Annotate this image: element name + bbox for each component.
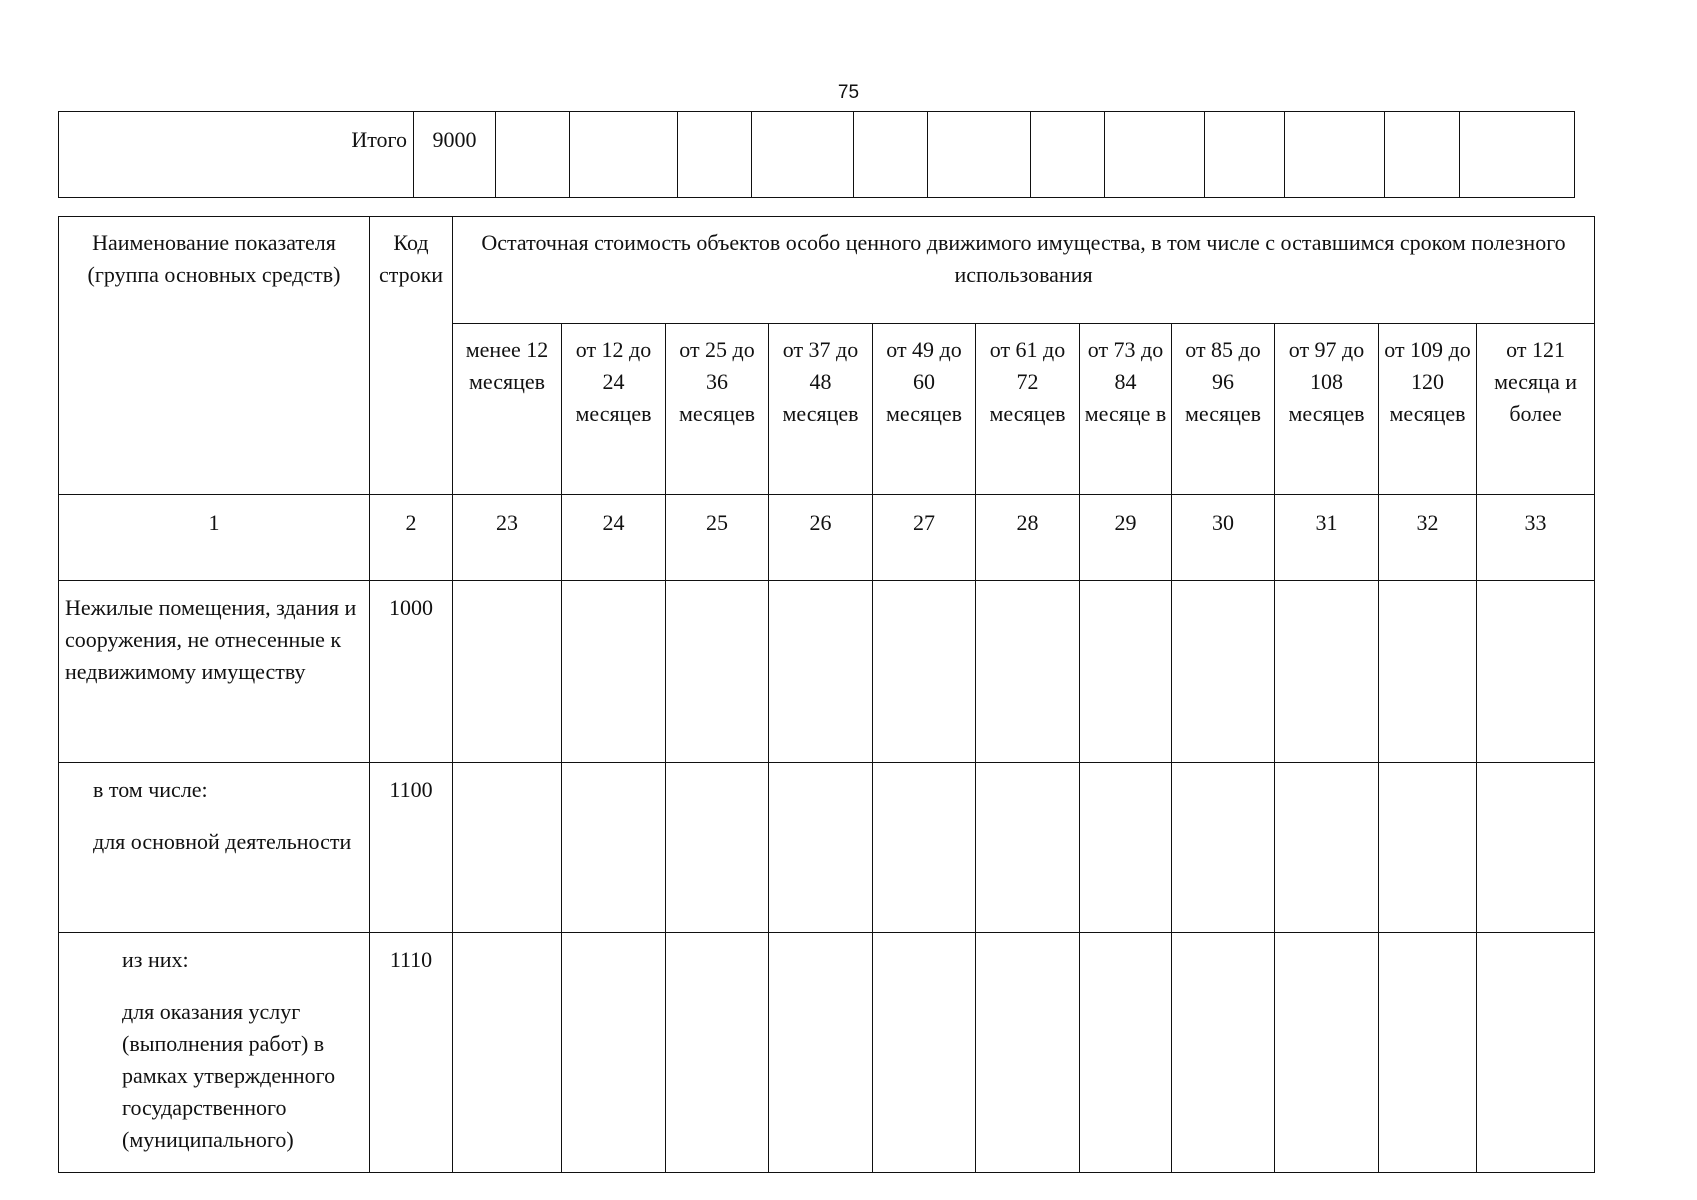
total-row [59, 112, 1575, 198]
total-table [58, 111, 1575, 198]
header-term-column: от 97 до 108 месяцев [1275, 324, 1379, 495]
value-cell [1080, 581, 1172, 763]
row-line-code: 1110 [370, 933, 453, 1173]
row-name-text: в том числе: [93, 777, 208, 802]
value-cell [873, 933, 976, 1173]
row-line-code: 1000 [370, 581, 453, 763]
value-cell [976, 933, 1080, 1173]
total-cell [1031, 112, 1105, 198]
value-cell [1080, 933, 1172, 1173]
value-cell [666, 933, 769, 1173]
header-residual-value-group: Остаточная стоимость объектов особо ценного движимого имущества, в том числе с оставшимся сроком полезного использования [453, 217, 1595, 324]
value-cell [873, 581, 976, 763]
value-cell [1477, 933, 1595, 1173]
total-cell [928, 112, 1031, 198]
row-indicator-name [59, 763, 370, 933]
column-number: 33 [1477, 495, 1595, 581]
header-row [59, 217, 1595, 324]
value-cell [976, 581, 1080, 763]
column-number: 1 [59, 495, 370, 581]
value-cell [769, 581, 873, 763]
value-cell [562, 581, 666, 763]
value-cell [1379, 763, 1477, 933]
value-cell [1275, 933, 1379, 1173]
total-label: Итого [59, 112, 414, 198]
column-number: 28 [976, 495, 1080, 581]
column-number-row [59, 495, 1595, 581]
column-number: 29 [1080, 495, 1172, 581]
column-number: 32 [1379, 495, 1477, 581]
header-term-column: от 121 месяца и более [1477, 324, 1595, 495]
value-cell [769, 933, 873, 1173]
table-row [59, 763, 1595, 933]
column-number: 25 [666, 495, 769, 581]
total-cell [752, 112, 854, 198]
header-term-column: от 49 до 60 месяцев [873, 324, 976, 495]
row-line-code: 1100 [370, 763, 453, 933]
header-term-column: от 109 до 120 месяцев [1379, 324, 1477, 495]
column-number: 27 [873, 495, 976, 581]
value-cell [976, 763, 1080, 933]
column-number: 31 [1275, 495, 1379, 581]
total-cell [496, 112, 570, 198]
value-cell [1172, 933, 1275, 1173]
header-term-column: от 85 до 96 месяцев [1172, 324, 1275, 495]
column-number: 26 [769, 495, 873, 581]
value-cell [1172, 581, 1275, 763]
value-cell [769, 763, 873, 933]
row-indicator-name [59, 581, 370, 763]
value-cell [1275, 763, 1379, 933]
value-cell [453, 763, 562, 933]
total-cell [854, 112, 928, 198]
row-indicator-name [59, 933, 370, 1173]
value-cell [1080, 763, 1172, 933]
total-cell [1285, 112, 1385, 198]
value-cell [1275, 581, 1379, 763]
row-name-text: из них: [122, 947, 189, 972]
value-cell [1477, 581, 1595, 763]
header-indicator-name: Наименование показателя (группа основных средств) [59, 217, 370, 495]
total-cell [1385, 112, 1460, 198]
total-cell [678, 112, 752, 198]
header-term-column: от 37 до 48 месяцев [769, 324, 873, 495]
total-cell [1105, 112, 1205, 198]
page-number: 75 [837, 82, 860, 103]
header-term-column: менее 12 месяцев [453, 324, 562, 495]
column-number: 30 [1172, 495, 1275, 581]
table-row [59, 933, 1595, 1173]
header-term-column: от 12 до 24 месяцев [562, 324, 666, 495]
value-cell [666, 763, 769, 933]
value-cell [453, 933, 562, 1173]
total-cell [1460, 112, 1575, 198]
residual-value-table [58, 216, 1595, 1173]
header-term-column: от 61 до 72 месяцев [976, 324, 1080, 495]
value-cell [1172, 763, 1275, 933]
value-cell [1477, 763, 1595, 933]
row-name-text: Нежилые помещения, здания и сооружения, не отнесенные к недвижимому имуществу [65, 595, 357, 684]
total-cell [1205, 112, 1285, 198]
row-name-text: для основной деятельности [93, 829, 352, 854]
column-number: 2 [370, 495, 453, 581]
row-name-text: для оказания услуг (выполнения работ) в рамках утвержденного государственного (муниципального) [122, 999, 336, 1152]
total-code: 9000 [414, 112, 496, 198]
header-term-column: от 73 до 84 месяце в [1080, 324, 1172, 495]
value-cell [873, 763, 976, 933]
column-number: 24 [562, 495, 666, 581]
value-cell [1379, 581, 1477, 763]
table-row [59, 581, 1595, 763]
header-line-code: Код строки [370, 217, 453, 495]
value-cell [562, 933, 666, 1173]
column-number: 23 [453, 495, 562, 581]
value-cell [1379, 933, 1477, 1173]
total-cell [570, 112, 678, 198]
value-cell [453, 581, 562, 763]
value-cell [666, 581, 769, 763]
value-cell [562, 763, 666, 933]
header-term-column: от 25 до 36 месяцев [666, 324, 769, 495]
